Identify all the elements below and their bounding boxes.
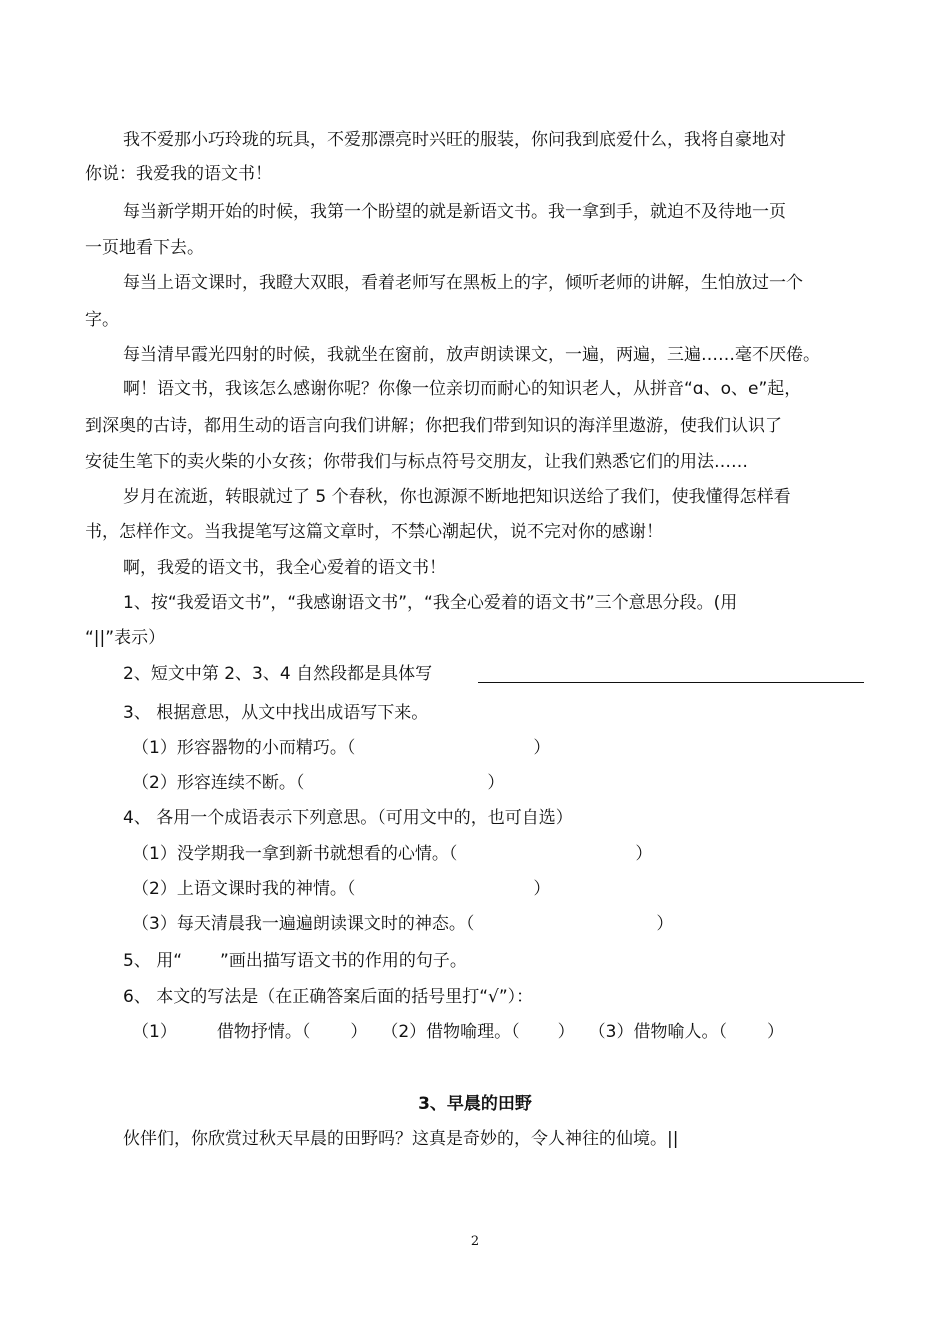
- option-1-text: 借物抒情。（: [216, 1022, 311, 1042]
- question-paren: ）: [533, 738, 551, 758]
- question-5: [123, 949, 467, 973]
- option-1-paren: ）: [350, 1022, 368, 1042]
- question-text: ”画出描写语文书的作用的句子。: [220, 951, 467, 971]
- question-text: （2）上语文课时我的神情。（: [132, 879, 356, 899]
- question-text: 5、 用“: [123, 951, 183, 971]
- question-3-2: [132, 771, 504, 795]
- question-paren: ）: [487, 773, 505, 793]
- passage-line: 字。: [85, 310, 119, 330]
- question-3-1: [132, 736, 550, 760]
- passage-line: 伙伴们，你欣赏过秋天早晨的田野吗？这真是奇妙的，令人神往的仙境。||: [123, 1129, 679, 1149]
- option-2-text: （2）借物喻理。（: [381, 1022, 520, 1042]
- question-paren: ）: [635, 844, 653, 864]
- question-2: 2、短文中第 2、3、4 自然段都是具体写: [123, 664, 433, 684]
- option-3-paren: ）: [766, 1022, 784, 1042]
- section-title: 3、早晨的田野: [418, 1094, 532, 1114]
- answer-blank-line[interactable]: [478, 682, 864, 683]
- passage-line: 啊！语文书，我该怎么感谢你呢？你像一位亲切而耐心的知识老人，从拼音“ɑ、o、e”起，: [123, 379, 802, 399]
- page-number: 2: [470, 1234, 480, 1249]
- passage-line: 啊，我爱的语文书，我全心爱着的语文书！: [123, 558, 446, 578]
- passage-line: 每当上语文课时，我瞪大双眼，看着老师写在黑板上的字，倾听老师的讲解，生怕放过一个: [123, 273, 803, 293]
- option-1-number: （1）: [132, 1022, 177, 1042]
- passage-line: 到深奥的古诗，都用生动的语言向我们讲解；你把我们带到知识的海洋里遨游，使我们认识了: [85, 416, 782, 436]
- passage-line: 我不爱那小巧玲珑的玩具，不爱那漂亮时兴旺的服装，你问我到底爱什么，我将自豪地对: [123, 130, 786, 150]
- question-text: （1）形容器物的小而精巧。（: [132, 738, 356, 758]
- passage-line: 一页地看下去。: [85, 238, 204, 258]
- passage-line: 岁月在流逝，转眼就过了 5 个春秋，你也源源不断地把知识送给了我们，使我懂得怎样看: [123, 487, 791, 507]
- question-6: 6、 本文的写法是（在正确答案后面的括号里打“√”）：: [123, 987, 534, 1007]
- passage-line: 每当新学期开始的时候，我第一个盼望的就是新语文书。我一拿到手，就迫不及待地一页: [123, 202, 786, 222]
- question-4-2: [132, 877, 550, 901]
- passage-line: 每当清早霞光四射的时候，我就坐在窗前，放声朗读课文，一遍，两遍，三遍……毫不厌倦。: [123, 345, 820, 365]
- question-1-cont: “||”表示）: [85, 628, 166, 648]
- question-3: 3、 根据意思，从文中找出成语写下来。: [123, 703, 429, 723]
- option-2-paren: ）: [557, 1022, 575, 1042]
- question-text: （3）每天清晨我一遍遍朗读课文时的神态。（: [132, 914, 475, 934]
- passage-line: 书，怎样作文。当我提笔写这篇文章时，不禁心潮起伏，说不完对你的感谢！: [85, 522, 663, 542]
- question-paren: ）: [533, 879, 551, 899]
- question-6-options: [132, 1020, 784, 1044]
- passage-line: 你说：我爱我的语文书！: [85, 164, 272, 184]
- question-4-1: [132, 842, 652, 866]
- question-paren: ）: [656, 914, 674, 934]
- question-4-3: [132, 912, 673, 936]
- passage-line: 安徒生笔下的卖火柴的小女孩；你带我们与标点符号交朋友，让我们熟悉它们的用法……: [85, 452, 748, 472]
- question-4: 4、 各用一个成语表示下列意思。（可用文中的，也可自选）: [123, 808, 573, 828]
- question-text: （2）形容连续不断。（: [132, 773, 305, 793]
- question-1: 1、按“我爱语文书”，“我感谢语文书”，“我全心爱着的语文书”三个意思分段。(用: [123, 593, 738, 613]
- question-text: （1）没学期我一拿到新书就想看的心情。（: [132, 844, 458, 864]
- option-3-text: （3）借物喻人。（: [588, 1022, 727, 1042]
